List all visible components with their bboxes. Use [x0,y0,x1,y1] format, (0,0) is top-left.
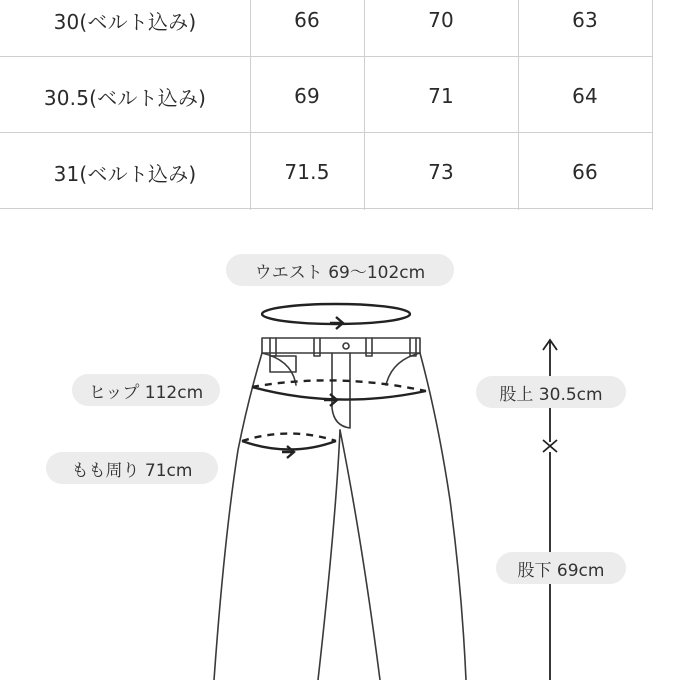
value-cell: 63 [572,8,598,32]
thigh-measurement-label: もも周り 71cm [46,452,218,484]
waistband-outline [262,338,420,353]
size-cell: 31(ベルト込み) [53,161,197,186]
value-cell: 66 [294,8,320,32]
hip-measurement-label: ヒップ 112cm [72,374,220,406]
size-cell: 30(ベルト込み) [53,9,197,34]
value-cell: 66 [572,160,598,184]
left-leg-inner [318,430,340,680]
waist-arrow [330,317,343,329]
coin-pocket [270,356,296,372]
value-cell: 70 [428,8,454,32]
left-leg-outline [214,353,262,680]
inseam-measurement-label: 股下 69cm [496,552,626,584]
right-leg-inner [340,430,380,680]
rise-measurement-label: 股上 30.5cm [476,376,626,408]
waist-measurement-label: ウエスト 69〜102cm [226,254,454,286]
value-cell: 71 [428,84,454,108]
size-cell: 30.5(ベルト込み) [43,85,207,110]
hip-arrow [324,394,337,406]
thigh-loop-back [242,434,336,442]
hip-loop-front [252,387,426,400]
hip-loop-back [252,380,426,391]
waist-loop [262,304,410,324]
thigh-arrow [282,446,294,458]
value-cell: 73 [428,160,454,184]
button [343,343,349,349]
right-leg-outline [420,353,466,680]
value-cell: 64 [572,84,598,108]
front-pocket-left [262,353,296,385]
value-cell: 69 [294,84,320,108]
front-pocket-right [386,353,420,385]
value-cell: 71.5 [284,160,330,184]
fly-stitch [332,353,350,428]
